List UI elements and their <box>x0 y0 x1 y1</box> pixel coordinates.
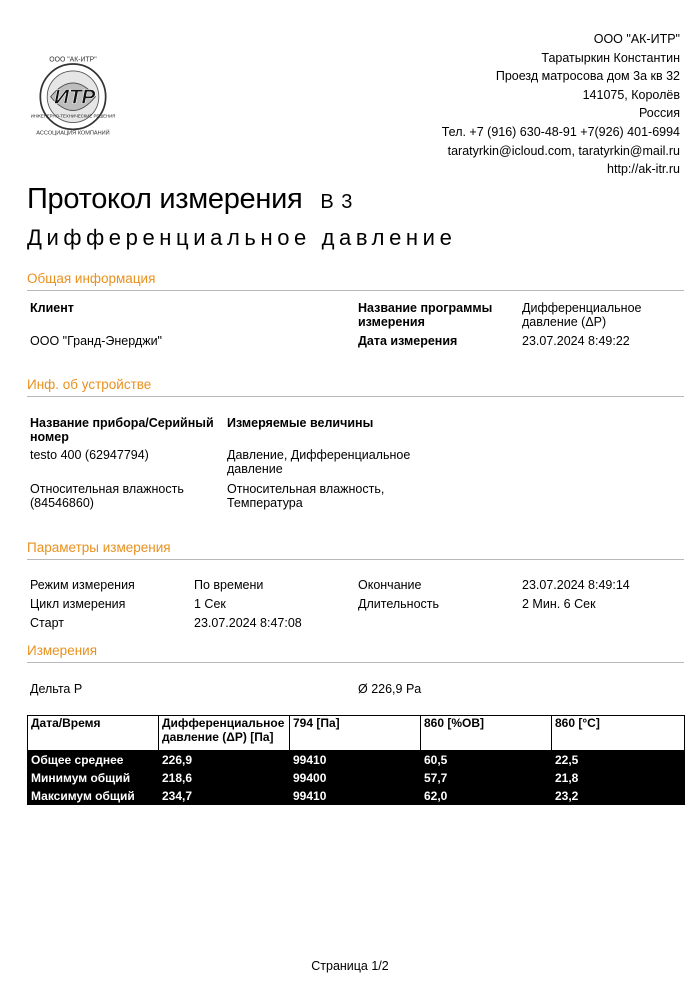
table-header-cell: Дата/Время <box>28 716 159 751</box>
company-website[interactable]: http://ak-itr.ru <box>607 162 680 177</box>
table-cell: 218,6 <box>159 769 290 787</box>
page-number: Страница 1/2 <box>311 959 389 973</box>
device-name-header: Название прибора/Серийный номер <box>30 416 214 444</box>
device-row-1-quantities: Давление, Дифференциальное давление <box>227 448 411 476</box>
table-cell: Минимум общий <box>28 769 159 787</box>
table-cell: Максимум общий <box>28 787 159 805</box>
start-label: Старт <box>30 616 64 630</box>
table-cell: 62,0 <box>421 787 552 805</box>
start-value: 23.07.2024 8:47:08 <box>194 616 302 630</box>
table-row <box>28 769 685 787</box>
date-label: Дата измерения <box>358 334 458 348</box>
mode-value: По времени <box>194 578 264 592</box>
logo-bottom-text: АССОЦИАЦИЯ КОМПАНИЙ <box>36 130 110 137</box>
table-cell: 23,2 <box>552 787 685 805</box>
section-params-header: Параметры измерения <box>27 539 684 560</box>
table-row <box>28 751 685 770</box>
device-quantities-header: Измеряемые величины <box>227 416 374 430</box>
logo-center-text: ИТР <box>54 85 96 109</box>
table-cell: 99410 <box>290 751 421 770</box>
company-logo <box>30 52 116 138</box>
table-header-row <box>28 716 685 751</box>
company-address: Проезд матросова дом 3а кв 32 <box>495 69 680 84</box>
section-general-header: Общая информация <box>27 270 684 291</box>
device-row-1-name: testo 400 (62947794) <box>30 448 149 462</box>
duration-value: 2 Мин. 6 Сек <box>522 597 596 611</box>
section-measurements-header: Измерения <box>27 642 684 663</box>
client-label: Клиент <box>30 301 74 315</box>
table-row <box>28 787 685 805</box>
delta-value: Ø 226,9 Pa <box>358 682 422 696</box>
table-cell: 99410 <box>290 787 421 805</box>
title-text: Протокол измерения <box>27 183 303 215</box>
logo-ring-text: ИНЖЕНЕРНО-ТЕХНИЧЕСКИЕ РЕШЕНИЯ <box>30 113 116 119</box>
company-email[interactable]: taratyrkin@icloud.com, taratyrkin@mail.ru <box>447 143 680 158</box>
table-cell: 22,5 <box>552 751 685 770</box>
client-value: ООО "Гранд-Энерджи" <box>30 334 162 348</box>
table-cell: 226,9 <box>159 751 290 770</box>
measurements-table <box>27 715 685 805</box>
company-person: Таратыркин Константин <box>541 50 680 65</box>
delta-label: Дельта P <box>30 682 83 696</box>
page-subtitle: Дифференциальное давление <box>27 225 457 250</box>
end-label: Окончание <box>358 578 422 592</box>
table-cell: 60,5 <box>421 751 552 770</box>
company-phone: Тел. +7 (916) 630-48-91 +7(926) 401-6994 <box>441 124 680 139</box>
table-header-cell: 794 [Па] <box>290 716 421 751</box>
table-header-cell: 860 [°C] <box>552 716 685 751</box>
table-cell: 57,7 <box>421 769 552 787</box>
company-city: 141075, Королёв <box>582 87 680 102</box>
device-row-2-name: Относительная влажность (84546860) <box>30 482 184 510</box>
device-row-2-quantities: Относительная влажность, Температура <box>227 482 385 510</box>
version-label: В 3 <box>320 191 354 213</box>
duration-label: Длительность <box>358 597 440 611</box>
section-device-header: Инф. об устройстве <box>27 376 684 397</box>
end-value: 23.07.2024 8:49:14 <box>522 578 630 592</box>
cycle-label: Цикл измерения <box>30 597 126 611</box>
table-cell: 99400 <box>290 769 421 787</box>
table-cell: 21,8 <box>552 769 685 787</box>
table-header-cell: 860 [%ОВ] <box>421 716 552 751</box>
table-header-cell: Дифференциальное давление (ΔP) [Па] <box>159 716 290 751</box>
date-value: 23.07.2024 8:49:22 <box>522 334 630 348</box>
program-label: Название программы измерения <box>358 301 493 329</box>
program-value: Дифференциальное давление (ΔP) <box>522 301 642 329</box>
company-info <box>442 30 680 179</box>
mode-label: Режим измерения <box>30 578 135 592</box>
logo-top-text: ООО "АК-ИТР" <box>49 56 97 64</box>
table-cell: 234,7 <box>159 787 290 805</box>
page-title <box>27 183 353 216</box>
company-name: ООО "АК-ИТР" <box>593 32 680 46</box>
table-cell: Общее среднее <box>28 751 159 770</box>
company-country: Россия <box>639 106 680 121</box>
cycle-value: 1 Сек <box>194 597 226 611</box>
